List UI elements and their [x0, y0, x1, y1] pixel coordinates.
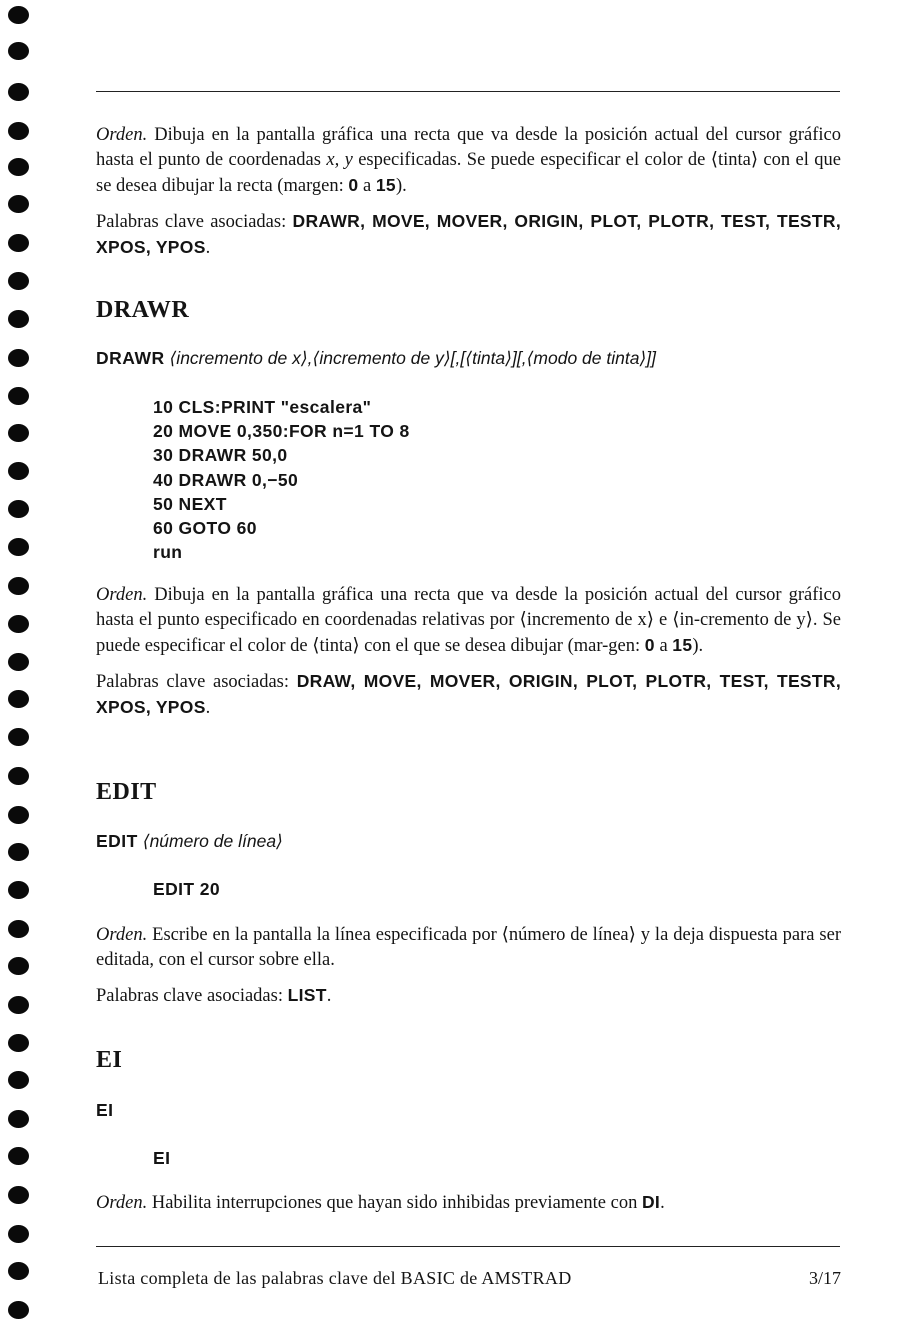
binder-hole — [8, 462, 29, 480]
description-end: . — [660, 1193, 665, 1213]
binder-hole — [8, 1034, 29, 1052]
description-text: especificadas. Se puede especificar el color de ⟨tinta⟩ con el que se desea dibujar la recta (margen: — [96, 150, 841, 196]
associated-keywords: DRAW, MOVE, MOVER, ORIGIN, PLOT, PLOTR, TEST, TESTR, XPOS, YPOS — [96, 671, 841, 717]
edit-syntax — [96, 831, 283, 852]
associated-label: Palabras clave asociadas: — [96, 986, 283, 1006]
code-line: 50 NEXT — [153, 493, 227, 514]
binder-hole — [8, 957, 29, 975]
binder-hole — [8, 42, 29, 60]
binder-hole — [8, 1186, 29, 1204]
ei-description-block — [96, 1190, 841, 1216]
description-text: Habilita interrupciones que hayan sido inhibidas previamente con — [151, 1193, 638, 1213]
footer-title: Lista completa de las palabras clave del BASIC de AMSTRAD — [98, 1268, 572, 1288]
edit-code-example — [153, 877, 220, 901]
range-to: 15 — [672, 635, 693, 655]
code-line: EI — [153, 1148, 171, 1168]
binder-hole — [8, 690, 29, 708]
binder-hole — [8, 83, 29, 101]
range-word: a — [659, 636, 668, 656]
order-label: Orden. — [96, 925, 148, 945]
syntax-arguments: ⟨número de línea⟩ — [142, 831, 283, 851]
binder-hole — [8, 122, 29, 140]
description-text: Escribe en la pantalla la línea especificada por ⟨número de línea⟩ y la deja dispuesta para ser editada, con el cursor sobre ella. — [96, 925, 841, 970]
top-rule — [96, 91, 840, 92]
ei-syntax — [96, 1100, 114, 1121]
binder-hole — [8, 1071, 29, 1089]
binder-hole — [8, 1301, 29, 1319]
binder-hole — [8, 272, 29, 290]
associated-label: Palabras clave asociadas: — [96, 212, 287, 232]
description-text: Dibuja en la pantalla gráfica una recta que va desde la posición actual del cursor gráfico hasta el punto especificado en coordenadas relativas por ⟨incremento de x⟩ e ⟨in-cremento de y⟩. Se puede especificar el color de ⟨tinta⟩ con el que se desea dibujar (mar-gen: — [96, 585, 841, 656]
drawr-code-example — [153, 395, 410, 564]
binder-hole — [8, 615, 29, 633]
range-from: 0 — [644, 635, 655, 655]
syntax-command: DRAWR — [96, 348, 165, 368]
range-to: 15 — [375, 175, 396, 195]
ei-heading: EI — [96, 1047, 123, 1073]
binder-hole — [8, 728, 29, 746]
edit-associated-keywords — [96, 983, 841, 1009]
associated-end: . — [205, 698, 211, 718]
binder-hole — [8, 1147, 29, 1165]
code-line: 30 DRAWR 50,0 — [153, 445, 288, 466]
ei-code-example — [153, 1146, 170, 1170]
binder-hole — [8, 881, 29, 899]
range-close: ). — [692, 636, 704, 656]
binder-hole — [8, 195, 29, 213]
draw-description — [96, 123, 841, 199]
binder-holes — [0, 0, 40, 1334]
binder-hole — [8, 1262, 29, 1280]
binder-hole — [8, 1225, 29, 1243]
binder-hole — [8, 843, 29, 861]
binder-hole — [8, 767, 29, 785]
drawr-heading: DRAWR — [96, 297, 190, 323]
range-from: 0 — [348, 175, 359, 195]
associated-keywords: LIST — [287, 985, 327, 1005]
code-line: 40 DRAWR 0,−50 — [153, 469, 299, 490]
range-word: a — [363, 176, 372, 196]
edit-description-block — [96, 923, 841, 1009]
binder-hole — [8, 234, 29, 252]
draw-associated-keywords — [96, 209, 841, 261]
order-label: Orden. — [96, 125, 148, 145]
syntax-command: EI — [96, 1100, 114, 1120]
drawr-associated-keywords — [96, 669, 841, 721]
binder-hole — [8, 538, 29, 556]
binder-hole — [8, 6, 29, 24]
description-text: Dibuja en la pantalla gráfica una recta que va desde la posición actual del cursor gráfico hasta el punto de coordenadas — [96, 125, 841, 170]
description-keyword: DI — [641, 1192, 661, 1212]
syntax-command: EDIT — [96, 831, 138, 851]
associated-keywords: DRAWR, MOVE, MOVER, ORIGIN, PLOT, PLOTR, TEST, TESTR, XPOS, YPOS — [96, 211, 841, 257]
drawr-description — [96, 583, 841, 659]
binder-hole — [8, 806, 29, 824]
coord-vars: x, y — [326, 150, 353, 170]
binder-hole — [8, 349, 29, 367]
drawr-syntax — [96, 348, 656, 369]
drawr-description-block — [96, 583, 841, 721]
edit-heading: EDIT — [96, 779, 157, 805]
binder-hole — [8, 387, 29, 405]
page-number: 3/17 — [808, 1268, 841, 1288]
binder-hole — [8, 158, 29, 176]
associated-end: . — [326, 986, 332, 1006]
code-line: 60 GOTO 60 — [153, 518, 257, 539]
associated-label: Palabras clave asociadas: — [96, 672, 290, 692]
order-label: Orden. — [96, 1193, 148, 1213]
binder-hole — [8, 500, 29, 518]
code-line: run — [153, 542, 183, 563]
code-line: EDIT 20 — [153, 879, 220, 899]
edit-description — [96, 923, 841, 973]
binder-hole — [8, 920, 29, 938]
code-line: 10 CLS:PRINT "escalera" — [153, 397, 372, 417]
associated-end: . — [205, 238, 211, 258]
binder-hole — [8, 1110, 29, 1128]
syntax-arguments: ⟨incremento de x⟩,⟨incremento de y⟩[,[⟨tinta⟩][,⟨modo de tinta⟩]] — [169, 348, 656, 368]
binder-hole — [8, 424, 29, 442]
binder-hole — [8, 310, 29, 328]
range-close: ). — [395, 176, 407, 196]
code-line: 20 MOVE 0,350:FOR n=1 TO 8 — [153, 421, 410, 442]
binder-hole — [8, 653, 29, 671]
order-label: Orden. — [96, 585, 148, 605]
draw-section-tail — [96, 123, 841, 261]
binder-hole — [8, 577, 29, 595]
bottom-rule — [96, 1246, 840, 1247]
binder-hole — [8, 996, 29, 1014]
ei-description — [96, 1190, 841, 1216]
